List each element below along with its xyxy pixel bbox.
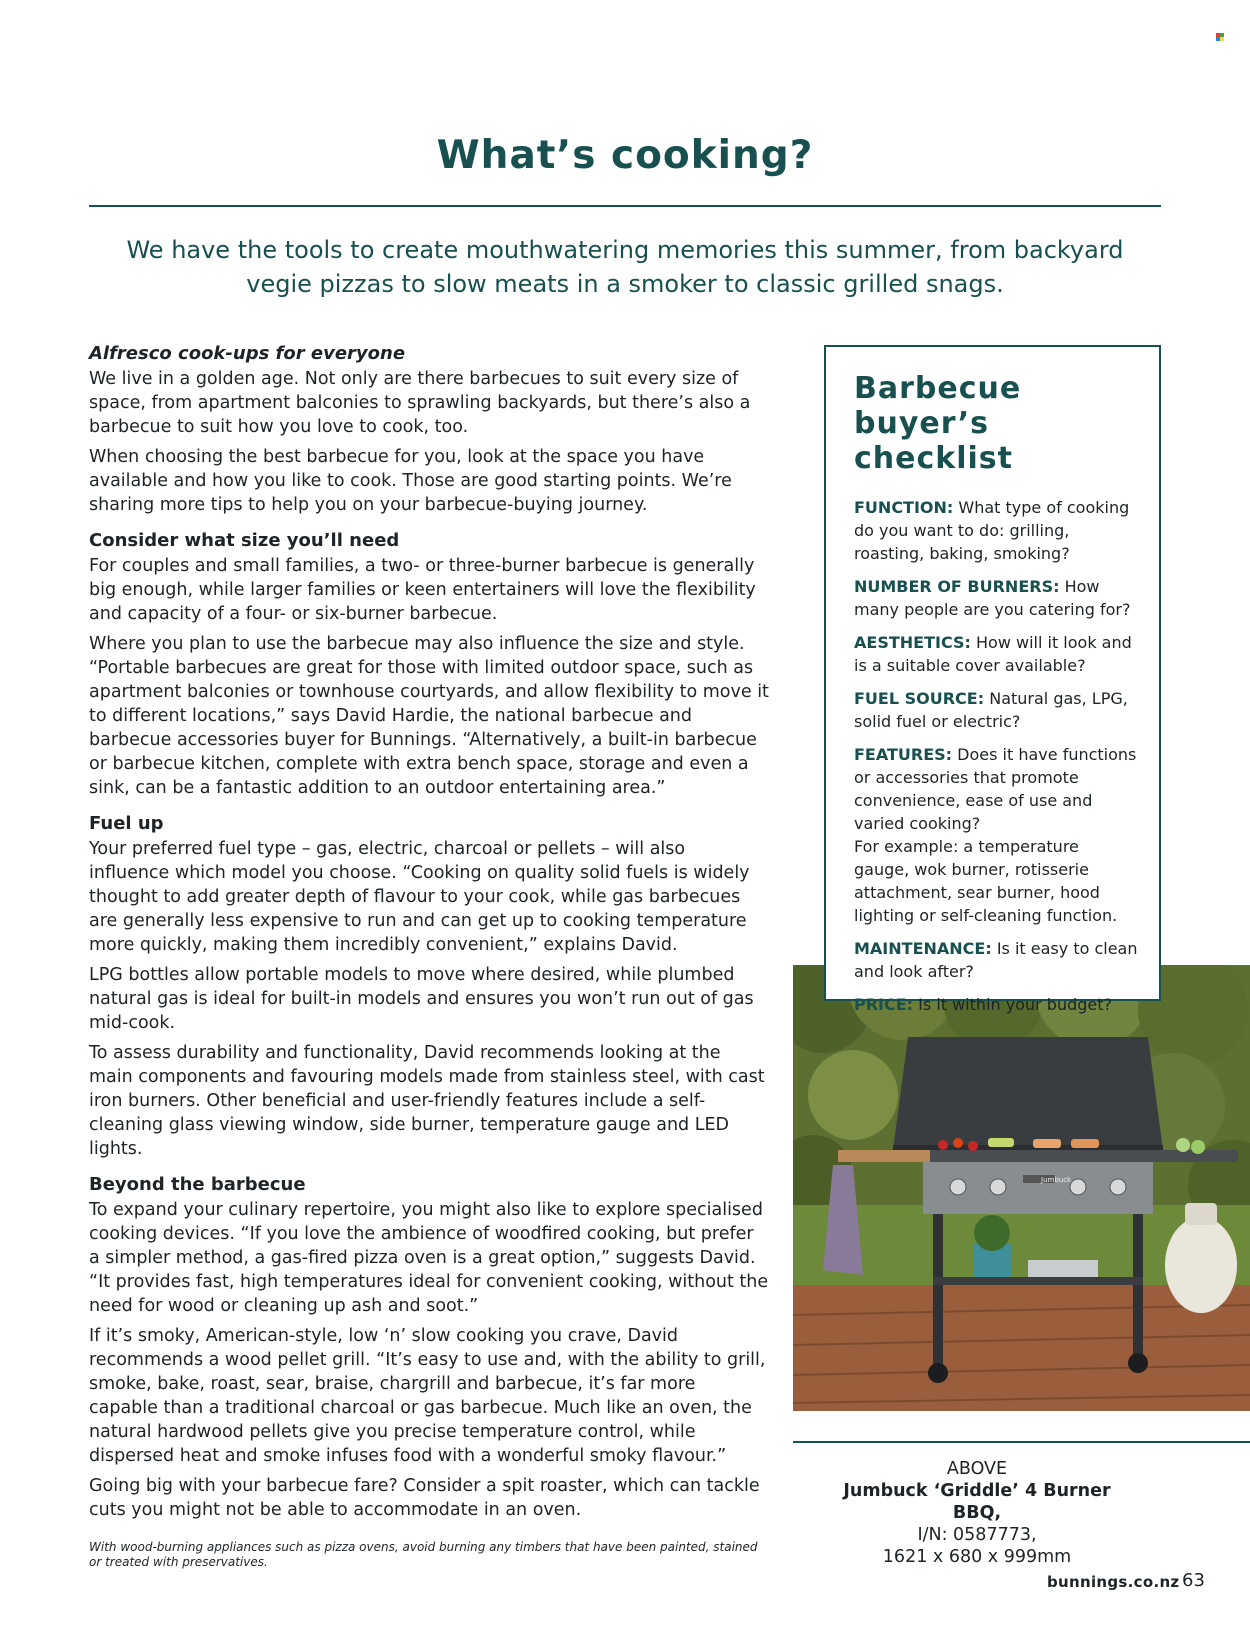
- intro-text: We have the tools to create mouthwatering memories this summer, from backyard vegie pizzas to slow meats in a smoker to classic grilled snags.: [126, 236, 1124, 298]
- title-divider: [89, 205, 1161, 207]
- checklist-label: NUMBER OF BURNERS:: [854, 577, 1060, 596]
- safety-note: With wood-burning appliances such as pizza ovens, avoid burning any timbers that have been painted, stained or treated with preservatives.: [89, 1540, 758, 1569]
- checklist-text: What type of cooking do you want to do: grilling, roasting, baking, smoking?: [854, 498, 1130, 563]
- bbq-product-photo: [793, 965, 1250, 1411]
- corner-color-mark: [1216, 33, 1224, 41]
- buyers-checklist-box: [824, 345, 1161, 1014]
- section-size: [89, 529, 769, 800]
- caption-lead: ABOVE: [946, 1459, 1008, 1479]
- checklist-example: For example: a temperature gauge, wok burner, rotisserie attachment, sear burner, hood lighting or self-cleaning function.: [854, 837, 1118, 925]
- section-heading: Fuel up: [89, 813, 164, 834]
- paragraph: If it’s smoky, American-style, low ‘n’ slow cooking you crave, David recommends a wood pellet grill. “It’s easy to use and, with the ability to grill, smoke, bake, roast, sear, braise, chargrill and barbecue, it’s far more capable than a traditional charcoal or gas barbecue. Much like an oven, the natural hardwood pellets give you precise temperature control, while dispersed heat and smoke infuses food with a wonderful smoky flavour.”: [89, 1326, 766, 1466]
- checklist-text: How many people are you catering for?: [854, 577, 1131, 619]
- paragraph: Where you plan to use the barbecue may also influence the size and style. “Portable barbecues are great for those with limited outdoor space, such as apartment balconies or townhouse courtyards, and allow flexibility to move it to different locations,” says David Hardie, the national barbecue and barbecue accessories buyer for Bunnings. “Alternatively, a built-in barbecue or barbecue kitchen, complete with extra bench space, storage and even a sink, can be a fantastic addition to an outdoor entertaining area.”: [89, 634, 769, 798]
- gas-bottle: [1165, 1217, 1237, 1313]
- paragraph: For couples and small families, a two- or three-burner barbecue is generally big enough, while larger families or keen entertainers will love the flexibility and capacity of a four- or six-burner barbecue.: [89, 556, 756, 624]
- checklist-label: FEATURES:: [854, 745, 953, 764]
- paragraph: To expand your culinary repertoire, you might also like to explore specialised cooking devices. “If you love the ambience of woodfired cooking, but prefer a simpler method, a gas-fired pizza oven is a great option,” suggests David. “It provides fast, high temperatures ideal for convenient cooking, without the need for wood or cleaning up ash and soot.”: [89, 1200, 769, 1316]
- caption-item-number: I/N: 0587773,: [917, 1525, 1037, 1545]
- checklist-text: Does it have functions or accessories that promote convenience, ease of use and varied cooking?: [854, 745, 1137, 833]
- page-number: 63: [1182, 1570, 1205, 1591]
- caption-divider: [793, 1441, 1250, 1443]
- paragraph: Your preferred fuel type – gas, electric, charcoal or pellets – will also influence which model you choose. “Cooking on quality solid fuels is widely thought to add greater depth of flavour to your cook, while gas barbecues are generally less expensive to run and can get up to cooking temperature more quickly, making them incredibly convenient,” explains David.: [89, 839, 750, 955]
- caster-wheel: [928, 1363, 948, 1383]
- photo-caption: [820, 1458, 1134, 1568]
- chopping-board: [838, 1150, 930, 1162]
- page-title: What’s cooking?: [436, 133, 814, 178]
- lower-shelf: [933, 1277, 1143, 1285]
- grill-brand-text: Jumbuck: [1041, 1176, 1072, 1184]
- checklist-item-maintenance: [854, 937, 1139, 983]
- caster-wheel: [1128, 1353, 1148, 1373]
- checklist-text: How will it look and is a suitable cover available?: [854, 633, 1132, 675]
- footer-website: bunnings.co.nz: [1047, 1573, 1180, 1591]
- section-alfresco: [89, 342, 769, 517]
- paragraph: Going big with your barbecue fare? Consider a spit roaster, which can tackle cuts you might not be able to accommodate in an oven.: [89, 1476, 760, 1520]
- checklist-label: MAINTENANCE:: [854, 939, 992, 958]
- checklist-item-features: [854, 743, 1139, 927]
- paragraph: To assess durability and functionality, David recommends looking at the main components and favouring models made from stainless steel, with cast iron burners. Other beneficial and user-friendly features include a self-cleaning glass viewing window, side burner, temperature gauge and LED lights.: [89, 1043, 765, 1159]
- caption-product: Jumbuck ‘Griddle’ 4 Burner BBQ,: [843, 1481, 1111, 1523]
- checklist-label: FUNCTION:: [854, 498, 954, 517]
- checklist-label: PRICE:: [854, 995, 914, 1014]
- checklist-text: Natural gas, LPG, solid fuel or electric?: [854, 689, 1128, 731]
- section-beyond: [89, 1173, 769, 1522]
- checklist-title: Barbecue buyer’s checklist: [854, 371, 1022, 476]
- checklist-item-aesthetics: [854, 631, 1139, 677]
- caption-dimensions: 1621 x 680 x 999mm: [882, 1547, 1072, 1567]
- checklist-item-price: [854, 993, 1139, 1016]
- section-heading: Consider what size you’ll need: [89, 530, 400, 551]
- section-heading: Beyond the barbecue: [89, 1174, 306, 1195]
- checklist-label: AESTHETICS:: [854, 633, 971, 652]
- paragraph: When choosing the best barbecue for you, look at the space you have available and how you like to cook. Those are good starting points. We’re sharing more tips to help you on your barbecue-buying journey.: [89, 447, 732, 515]
- foil-tray: [1028, 1260, 1098, 1277]
- gas-bottle-collar: [1185, 1203, 1217, 1225]
- checklist-text: Is it easy to clean and look after?: [854, 939, 1138, 981]
- section-fuel: [89, 812, 769, 1161]
- checklist-item-function: [854, 496, 1139, 565]
- checklist-label: FUEL SOURCE:: [854, 689, 985, 708]
- section-heading: Alfresco cook-ups for everyone: [89, 343, 406, 364]
- grill-leg-left: [933, 1214, 943, 1374]
- paragraph: We live in a golden age. Not only are there barbecues to suit every size of space, from apartment balconies to sprawling backyards, but there’s also a barbecue to suit how you love to cook, too.: [89, 369, 751, 437]
- checklist-text: Is it within your budget?: [918, 995, 1113, 1014]
- checklist-item-fuel-source: [854, 687, 1139, 733]
- paragraph: LPG bottles allow portable models to move where desired, while plumbed natural gas is ideal for built-in models and ensures you won’t run out of gas mid-cook.: [89, 965, 754, 1033]
- checklist-item-burners: [854, 575, 1139, 621]
- article-body: [89, 342, 769, 1576]
- grill-hood: [893, 1037, 1163, 1150]
- grill-leg-right: [1133, 1214, 1143, 1364]
